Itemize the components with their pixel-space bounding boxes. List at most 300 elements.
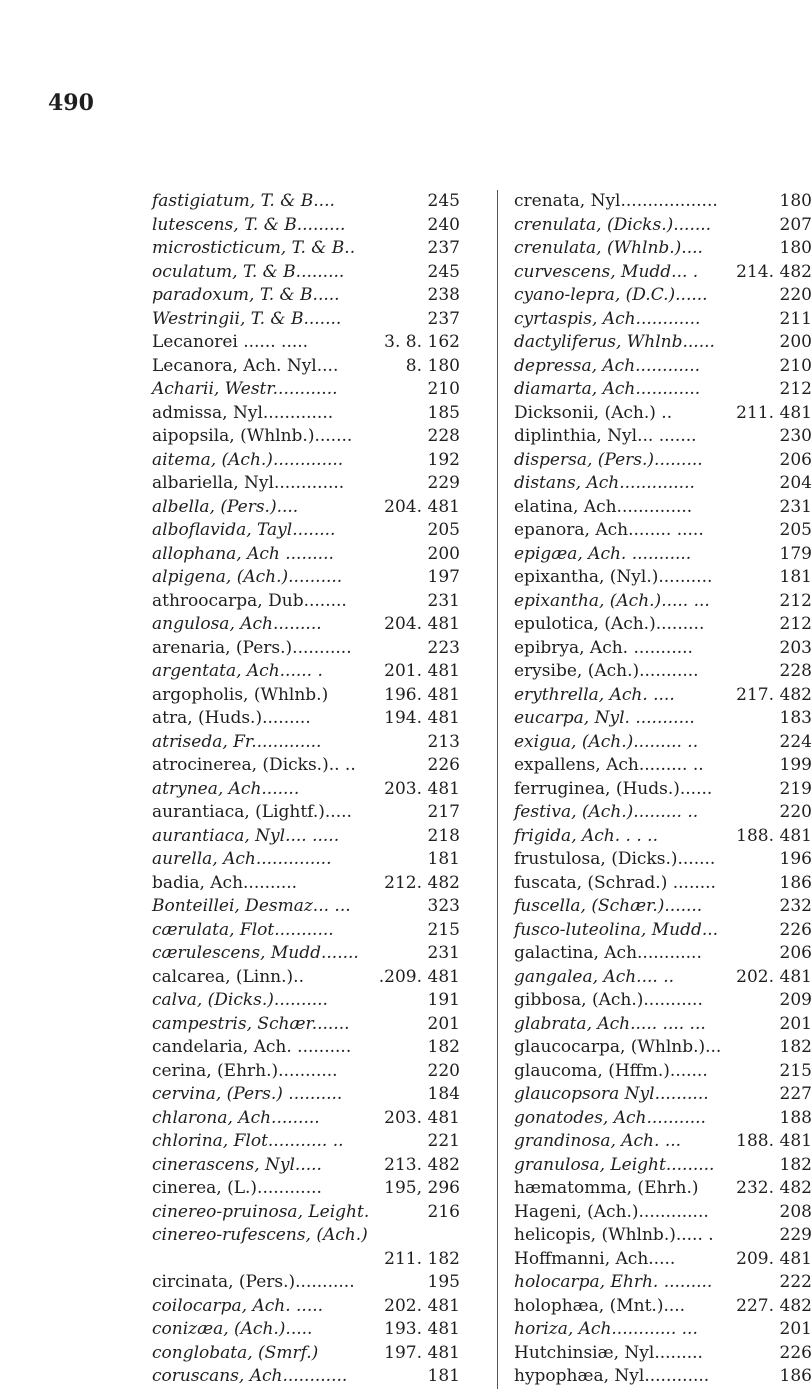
entry-page: 212	[779, 590, 812, 611]
entry-page: 208	[779, 1201, 812, 1222]
index-entry	[152, 989, 472, 1013]
entry-page: 206	[779, 449, 812, 470]
index-entry	[152, 214, 472, 238]
index-entry	[514, 590, 812, 614]
entry-page: 196	[779, 849, 812, 869]
entry-name: crenata, Nyl..................	[514, 191, 718, 211]
index-entry	[152, 1107, 472, 1131]
index-entry	[152, 1248, 472, 1272]
index-entry	[152, 1177, 472, 1201]
index-entry	[152, 637, 472, 661]
entry-name: festiva, (Ach.)......... ..	[514, 802, 699, 822]
entry-page: 481	[427, 778, 460, 799]
index-entry	[152, 919, 472, 943]
entry-extra-page: 202.	[384, 1295, 422, 1316]
entry-page: 228	[779, 661, 812, 681]
entry-extra-page: 204.	[384, 496, 422, 517]
entry-extra-page: 194.	[384, 708, 422, 728]
index-entry	[514, 284, 812, 308]
index-entry	[152, 190, 472, 214]
entry-page: 226	[779, 919, 812, 940]
entry-name: Westringii, T. & B.......	[152, 308, 342, 329]
entry-name: Hutchinsiæ, Nyl.........	[514, 1342, 703, 1363]
entry-page: 210	[779, 355, 812, 376]
index-entry	[152, 1295, 472, 1319]
index-entry	[152, 895, 472, 919]
entry-name: Acharii, Westr............	[152, 379, 338, 399]
index-entry	[152, 731, 472, 755]
index-entry	[152, 425, 472, 449]
index-entry	[514, 754, 812, 778]
entry-name: gangalea, Ach.... ..	[514, 966, 674, 987]
index-entry	[152, 707, 472, 731]
entry-name: diplinthia, Nyl... .......	[514, 426, 697, 446]
index-entry	[152, 1201, 472, 1225]
index-entry	[152, 519, 472, 543]
index-entry	[514, 1060, 812, 1084]
entry-name: glaucocarpa, (Whlnb.)...	[514, 1037, 722, 1057]
entry-name: cinerea, (L.)............	[152, 1178, 322, 1198]
entry-page: 481	[779, 1248, 812, 1269]
entry-page: 220	[779, 802, 812, 822]
entry-page: 482	[779, 261, 812, 282]
entry-extra-page: 196.	[384, 684, 422, 705]
entry-extra-page: 211.	[736, 402, 774, 423]
index-entry	[152, 872, 472, 896]
index-column-left	[152, 190, 472, 1389]
index-entry	[514, 731, 812, 755]
entry-name: fuscella, (Schær.).......	[514, 896, 703, 916]
entry-name: coilocarpa, Ach. .....	[152, 1295, 324, 1316]
index-entry	[514, 1036, 812, 1060]
entry-name: microsticticum, T. & B..	[152, 238, 356, 258]
entry-page: 210	[427, 379, 460, 399]
entry-page: 481	[779, 402, 812, 423]
entry-page: 203	[779, 637, 812, 658]
entry-page: 481	[779, 825, 812, 846]
entry-page: 181	[427, 1366, 460, 1386]
entry-page: 222	[779, 1272, 812, 1292]
entry-page: 231	[779, 496, 812, 517]
entry-page: 245	[427, 191, 460, 211]
entry-page: 238	[427, 285, 460, 305]
entry-name: fastigiatum, T. & B....	[152, 191, 335, 211]
index-entry	[514, 1295, 812, 1319]
index-entry	[514, 331, 812, 355]
entry-name: calva, (Dicks.)..........	[152, 990, 328, 1010]
entry-name: Hoffmanni, Ach.....	[514, 1248, 676, 1269]
index-entry	[514, 778, 812, 802]
entry-name: cerina, (Ehrh.)...........	[152, 1060, 338, 1081]
entry-name: glaucopsora Nyl..........	[514, 1084, 709, 1104]
entry-page: 230	[779, 426, 812, 446]
entry-page: 201	[427, 1013, 460, 1034]
entry-page: 481	[427, 1319, 460, 1339]
entry-page: 206	[779, 943, 812, 963]
entry-extra-page: 193.	[384, 1319, 422, 1339]
entry-name: aurantiaca, (Lightf.).....	[152, 802, 352, 822]
index-entry	[514, 613, 812, 637]
entry-name: cervina, (Pers.) ..........	[152, 1084, 343, 1104]
entry-page: 180	[779, 238, 812, 258]
entry-extra-page: 8.	[405, 355, 422, 376]
index-entry	[152, 1365, 472, 1389]
entry-page: 180	[427, 355, 460, 376]
entry-name: eucarpa, Nyl. ...........	[514, 708, 695, 728]
entry-page: 481	[427, 1107, 460, 1128]
index-entry	[514, 825, 812, 849]
index-entry	[152, 402, 472, 426]
entry-page: 481	[427, 614, 460, 634]
index-entry	[514, 355, 812, 379]
entry-name: cyano-lepra, (D.C.)......	[514, 285, 708, 305]
entry-page: 207	[779, 214, 812, 235]
entry-name: helicopis, (Whlnb.)..... .	[514, 1225, 714, 1245]
entry-page: 224	[779, 731, 812, 752]
entry-name: allophana, Ach .........	[152, 543, 334, 564]
page-number: 490	[48, 90, 94, 116]
entry-name: chlorina, Flot........... ..	[152, 1131, 344, 1151]
entry-extra-page: 202.	[736, 966, 774, 987]
entry-page: 197	[427, 567, 460, 587]
index-entry	[514, 566, 812, 590]
entry-page: 182	[427, 1248, 460, 1269]
index-entry	[514, 1318, 812, 1342]
entry-name: argentata, Ach...... .	[152, 661, 323, 681]
entry-extra-page: 188.	[736, 1131, 774, 1151]
entry-extra-page: 203.	[384, 778, 422, 799]
entry-page: 220	[427, 1060, 460, 1081]
index-entry	[152, 684, 472, 708]
entry-page: 229	[779, 1225, 812, 1245]
entry-name: epibrya, Ach. ...........	[514, 637, 693, 658]
entry-name: atrocinerea, (Dicks.).. ..	[152, 755, 356, 775]
entry-name: Bonteillei, Desmaz... ...	[152, 896, 351, 916]
index-entry	[152, 825, 472, 849]
entry-page: 215	[427, 919, 460, 940]
entry-name: epanora, Ach........ .....	[514, 520, 704, 540]
entry-name: candelaria, Ach. ..........	[152, 1037, 352, 1057]
index-entry	[514, 872, 812, 896]
entry-page: 182	[779, 1037, 812, 1057]
index-entry	[514, 919, 812, 943]
entry-name: aipopsila, (Whlnb.).......	[152, 426, 353, 446]
entry-name: albella, (Pers.)....	[152, 496, 299, 517]
entry-name: holocarpa, Ehrh. .........	[514, 1272, 713, 1292]
entry-extra-page: 188.	[736, 825, 774, 846]
entry-page: 481	[427, 1342, 460, 1363]
entry-page: 482	[779, 1178, 812, 1198]
entry-name: Lecanorei ...... .....	[152, 332, 309, 352]
index-entry	[152, 1083, 472, 1107]
index-entry	[152, 355, 472, 379]
entry-extra-page: 209.	[736, 1248, 774, 1269]
entry-page: 186	[779, 872, 812, 893]
index-entry	[514, 449, 812, 473]
entry-name: conizæa, (Ach.).....	[152, 1319, 313, 1339]
entry-name: glabrata, Ach..... .... ...	[514, 1013, 706, 1034]
index-entry	[152, 660, 472, 684]
entry-page: 179	[779, 543, 812, 564]
entry-page: 482	[779, 1295, 812, 1316]
entry-name: paradoxum, T. & B.....	[152, 285, 340, 305]
entry-page: 200	[779, 332, 812, 352]
entry-page: 481	[427, 1295, 460, 1316]
index-entry	[152, 496, 472, 520]
entry-name: elatina, Ach..............	[514, 496, 693, 517]
index-entry	[514, 1365, 812, 1389]
index-entry	[514, 1201, 812, 1225]
index-entry	[514, 707, 812, 731]
entry-page: 219	[779, 778, 812, 799]
entry-name: atrynea, Ach.......	[152, 778, 300, 799]
index-entry	[152, 1271, 472, 1295]
entry-name: conglobata, (Smrf.)	[152, 1342, 319, 1363]
entry-name: fusco-luteolina, Mudd...	[514, 919, 719, 940]
entry-extra-page: .209.	[378, 966, 422, 987]
entry-name: epixantha, (Ach.)..... ...	[514, 590, 710, 611]
entry-extra-page: 217.	[736, 684, 774, 705]
entry-name: campestris, Schær.......	[152, 1013, 350, 1034]
entry-extra-page: 203.	[384, 1107, 422, 1128]
entry-page: 221	[427, 1131, 460, 1151]
entry-name: oculatum, T. & B.........	[152, 261, 345, 282]
index-entry	[514, 543, 812, 567]
index-entry	[152, 1224, 472, 1248]
index-entry	[514, 519, 812, 543]
index-entry	[152, 472, 472, 496]
entry-page: 181	[779, 567, 812, 587]
index-entry	[514, 637, 812, 661]
entry-page: 212	[779, 614, 812, 634]
entry-name: crenulata, (Dicks.).......	[514, 214, 712, 235]
entry-page: 226	[779, 1342, 812, 1363]
entry-extra-page: 214.	[736, 261, 774, 282]
entry-name: frustulosa, (Dicks.).......	[514, 849, 716, 869]
entry-page: 195	[427, 1272, 460, 1292]
index-entry	[514, 895, 812, 919]
entry-page: 215	[779, 1060, 812, 1081]
index-entry	[514, 1154, 812, 1178]
entry-page: 205	[427, 520, 460, 540]
index-entry	[514, 848, 812, 872]
entry-page: 192	[427, 449, 460, 470]
entry-name: badia, Ach..........	[152, 872, 298, 893]
entry-extra-page: 195,	[384, 1178, 422, 1198]
index-entry	[514, 1107, 812, 1131]
index-entry	[152, 378, 472, 402]
entry-extra-page: 212.	[384, 872, 422, 893]
index-entry	[152, 308, 472, 332]
index-entry	[514, 1224, 812, 1248]
entry-name: dactyliferus, Whlnb......	[514, 332, 715, 352]
index-entry	[152, 801, 472, 825]
index-entry	[514, 1177, 812, 1201]
index-entry	[514, 237, 812, 261]
index-entry	[514, 190, 812, 214]
entry-page: 481	[427, 708, 460, 728]
entry-page: 229	[427, 473, 460, 493]
entry-name: frigida, Ach. . . ..	[514, 825, 658, 846]
entry-page: 237	[427, 238, 460, 258]
index-entry	[514, 989, 812, 1013]
entry-page: 227	[779, 1084, 812, 1104]
entry-page: 205	[779, 520, 812, 540]
entry-name: epixantha, (Nyl.)..........	[514, 567, 713, 587]
index-entry	[514, 966, 812, 990]
entry-page: 191	[427, 990, 460, 1010]
index-entry	[152, 331, 472, 355]
index-entry	[152, 1036, 472, 1060]
index-entry	[514, 684, 812, 708]
entry-name: cinereo-pruinosa, Leight.	[152, 1201, 370, 1222]
index-entry	[514, 378, 812, 402]
entry-page: 240	[427, 214, 460, 235]
entry-name: exigua, (Ach.)......... ..	[514, 731, 699, 752]
entry-extra-page: 227.	[736, 1295, 774, 1316]
entry-page: 212	[779, 379, 812, 399]
entry-page: 481	[779, 1131, 812, 1151]
entry-page: 182	[779, 1154, 812, 1175]
index-entry	[514, 496, 812, 520]
entry-name: hæmatomma, (Ehrh.)	[514, 1178, 699, 1198]
entry-name: erythrella, Ach. ....	[514, 684, 675, 705]
entry-name: epigæa, Ach. ...........	[514, 543, 692, 564]
entry-page: 213	[427, 731, 460, 752]
entry-extra-page: 201.	[384, 661, 422, 681]
entry-name: cyrtaspis, Ach............	[514, 308, 701, 329]
entry-name: cinereo-rufescens, (Ach.)	[152, 1225, 368, 1245]
entry-name: gonatodes, Ach...........	[514, 1107, 706, 1128]
entry-name: aurella, Ach..............	[152, 849, 332, 869]
index-entry	[152, 284, 472, 308]
entry-name: atriseda, Fr.............	[152, 731, 322, 752]
entry-name: calcarea, (Linn.)..	[152, 966, 304, 987]
entry-name: argopholis, (Whlnb.)	[152, 684, 329, 705]
entry-page: 182	[427, 1037, 460, 1057]
index-entry	[152, 754, 472, 778]
entry-page: 481	[427, 496, 460, 517]
entry-page: 188	[779, 1107, 812, 1128]
entry-page: 228	[427, 426, 460, 446]
entry-name: athroocarpa, Dub........	[152, 590, 347, 611]
entry-page: 223	[427, 637, 460, 658]
index-entry	[152, 613, 472, 637]
entry-page: 482	[427, 872, 460, 893]
entry-page: 199	[779, 755, 812, 775]
entry-page: 231	[427, 943, 460, 963]
index-entry	[514, 1248, 812, 1272]
entry-name: cærulata, Flot...........	[152, 919, 334, 940]
entry-name: grandinosa, Ach. ...	[514, 1131, 682, 1151]
index-entry	[152, 590, 472, 614]
entry-name: hypophæa, Nyl............	[514, 1366, 710, 1386]
entry-name: aitema, (Ach.).............	[152, 449, 344, 470]
entry-extra-page: 3. 8.	[384, 332, 422, 352]
entry-name: chlarona, Ach.........	[152, 1107, 320, 1128]
entry-name: dispersa, (Pers.).........	[514, 449, 703, 470]
entry-page: 296	[427, 1178, 460, 1198]
index-entry	[152, 1342, 472, 1366]
entry-name: circinata, (Pers.)...........	[152, 1272, 355, 1292]
entry-page: 216	[427, 1201, 460, 1222]
index-entry	[514, 1130, 812, 1154]
entry-name: arenaria, (Pers.)...........	[152, 637, 352, 658]
entry-page: 204	[779, 473, 812, 493]
index-entry	[514, 214, 812, 238]
entry-page: 481	[779, 966, 812, 987]
entry-page: 232	[779, 896, 812, 916]
entry-extra-page: 232.	[736, 1178, 774, 1198]
index-entry	[514, 402, 812, 426]
index-entry	[152, 966, 472, 990]
entry-name: crenulata, (Whlnb.)....	[514, 238, 703, 258]
entry-page: 211	[779, 308, 812, 329]
entry-page: 237	[427, 308, 460, 329]
entry-name: cærulescens, Mudd.......	[152, 943, 359, 963]
entry-page: 481	[427, 684, 460, 705]
entry-page: 200	[427, 543, 460, 564]
index-entry	[514, 472, 812, 496]
index-entry	[152, 942, 472, 966]
entry-extra-page: 204.	[384, 614, 422, 634]
entry-name: expallens, Ach......... ..	[514, 755, 704, 775]
entry-page: 231	[427, 590, 460, 611]
entry-name: angulosa, Ach.........	[152, 614, 322, 634]
index-entry	[152, 1318, 472, 1342]
index-entry	[152, 848, 472, 872]
index-column-right	[497, 190, 812, 1389]
entry-page: 245	[427, 261, 460, 282]
entry-page: 220	[779, 285, 812, 305]
entry-name: epulotica, (Ach.).........	[514, 614, 705, 634]
index-entry	[152, 1130, 472, 1154]
entry-name: horiza, Ach............ ...	[514, 1319, 698, 1339]
entry-page: 209	[779, 990, 812, 1010]
entry-name: erysibe, (Ach.)...........	[514, 661, 699, 681]
entry-page: 218	[427, 825, 460, 846]
entry-name: diamarta, Ach............	[514, 379, 701, 399]
entry-name: alboflavida, Tayl........	[152, 520, 336, 540]
entry-name: gibbosa, (Ach.)...........	[514, 990, 703, 1010]
entry-name: granulosa, Leight.........	[514, 1154, 715, 1175]
index-entry	[152, 566, 472, 590]
entry-page: 481	[427, 966, 460, 987]
entry-name: coruscans, Ach............	[152, 1366, 348, 1386]
index-entry	[152, 449, 472, 473]
index-entry	[514, 261, 812, 285]
entry-name: admissa, Nyl.............	[152, 402, 334, 423]
index-entry	[152, 1154, 472, 1178]
entry-page: 201	[779, 1319, 812, 1339]
entry-extra-page: 211.	[384, 1248, 422, 1269]
entry-name: ferruginea, (Huds.)......	[514, 778, 713, 799]
entry-page: 184	[427, 1084, 460, 1104]
entry-page: 186	[779, 1366, 812, 1386]
entry-name: Dicksonii, (Ach.) ..	[514, 402, 673, 423]
index-entry	[152, 1013, 472, 1037]
index-entry	[152, 778, 472, 802]
entry-extra-page: 213.	[384, 1154, 422, 1175]
entry-page: 482	[427, 1154, 460, 1175]
entry-name: glaucoma, (Hffm.).......	[514, 1060, 708, 1081]
index-entry	[514, 1083, 812, 1107]
entry-name: aurantiaca, Nyl.... .....	[152, 825, 340, 846]
index-entry	[514, 1342, 812, 1366]
index-entry	[514, 801, 812, 825]
entry-name: curvescens, Mudd... .	[514, 261, 699, 282]
index-entry	[152, 543, 472, 567]
